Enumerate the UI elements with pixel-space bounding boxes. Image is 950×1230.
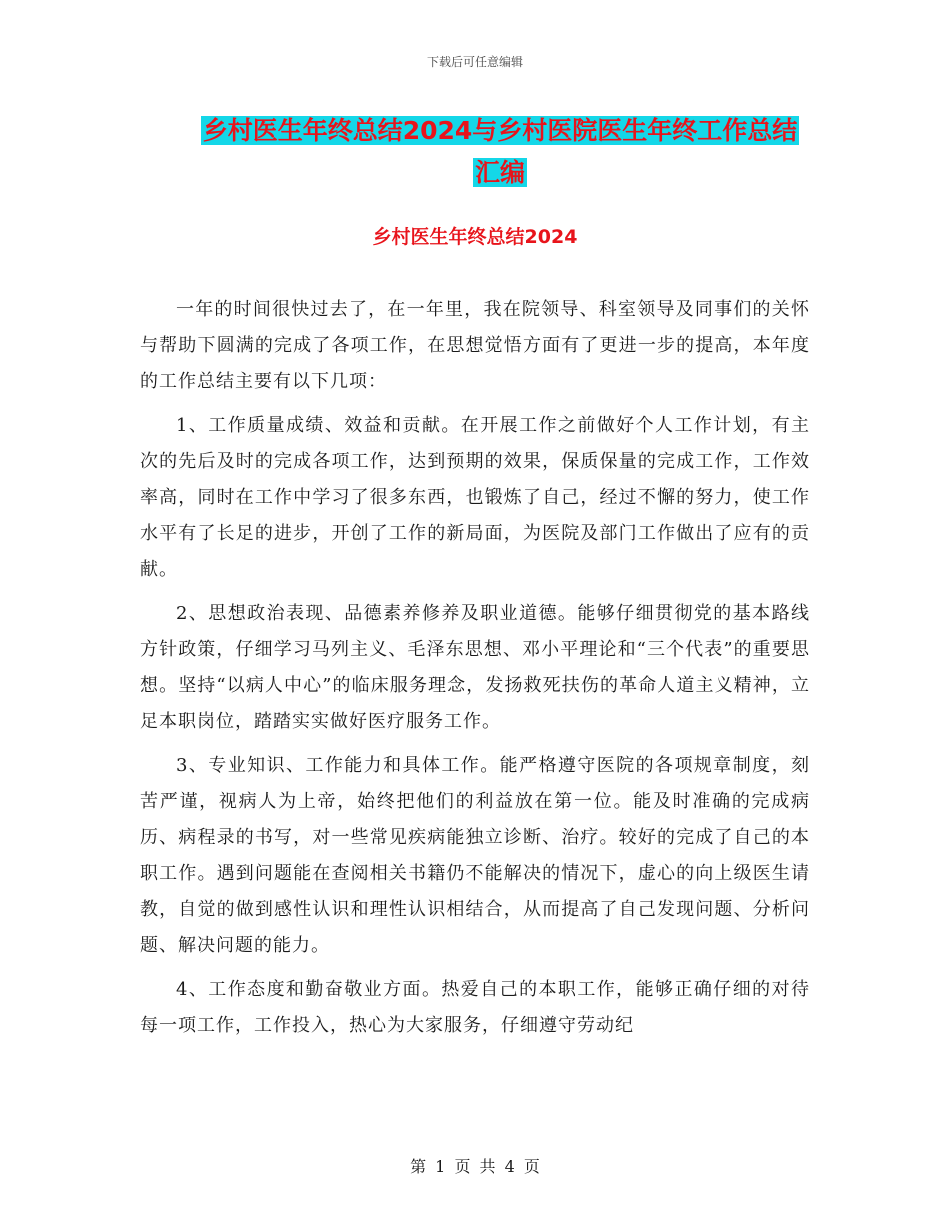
paragraph-item-2: 2、思想政治表现、品德素养修养及职业道德。能够仔细贯彻党的基本路线方针政策，仔细学习马列主义、毛泽东思想、邓小平理论和“三个代表”的重要思想。坚持“以病人中心”的临床服务理念，发扬救死扶伤的革命人道主义精神，立足本职岗位，踏踏实实做好医疗服务工作。 bbox=[140, 603, 810, 732]
document-title-line-1: 乡村医生年终总结2024与乡村医院医生年终工作总结 bbox=[202, 116, 798, 145]
page-header-note: 下载后可任意编辑 bbox=[426, 55, 523, 69]
paragraph-intro: 一年的时间很快过去了，在一年里，我在院领导、科室领导及同事们的关怀与帮助下圆满的完成了各项工作，在思想觉悟方面有了更进一步的提高，本年度的工作总结主要有以下几项： bbox=[140, 299, 810, 392]
paragraph-item-1: 1、工作质量成绩、效益和贡献。在开展工作之前做好个人工作计划，有主次的先后及时的完成各项工作，达到预期的效果，保质保量的完成工作，工作效率高，同时在工作中学习了很多东西，也锻炼了自己，经过不懈的努力，使工作水平有了长足的进步，开创了工作的新局面，为医院及部门工作做出了应有的贡献。 bbox=[140, 415, 810, 580]
document-title bbox=[140, 110, 860, 194]
section-heading: 乡村医生年终总结2024 bbox=[372, 226, 578, 248]
body-text bbox=[140, 292, 810, 1052]
paragraph-item-3: 3、专业知识、工作能力和具体工作。能严格遵守医院的各项规章制度，刻苦严谨，视病人为上帝，始终把他们的利益放在第一位。能及时准确的完成病历、病程录的书写，对一些常见疾病能独立诊断、治疗。较好的完成了自己的本职工作。遇到问题能在查阅相关书籍仍不能解决的情况下，虚心的向上级医生请教，自觉的做到感性认识和理性认识相结合，从而提高了自己发现问题、分析问题、解决问题的能力。 bbox=[140, 755, 810, 956]
document-title-line-2: 汇编 bbox=[474, 158, 525, 187]
paragraph-item-4: 4、工作态度和勤奋敬业方面。热爱自己的本职工作，能够正确仔细的对待每一项工作，工作投入，热心为大家服务，仔细遵守劳动纪 bbox=[140, 979, 810, 1036]
page-footer-number: 第 1 页 共 4 页 bbox=[410, 1157, 540, 1176]
